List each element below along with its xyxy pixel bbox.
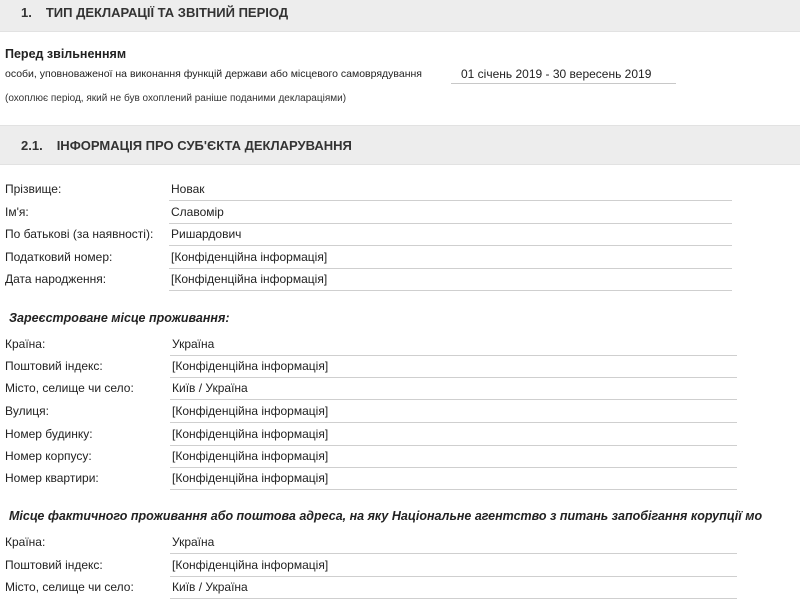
section-2-1-title: ІНФОРМАЦІЯ ПРО СУБ'ЄКТА ДЕКЛАРУВАННЯ xyxy=(56,137,352,153)
section-2-1-number: 2.1. xyxy=(21,137,43,153)
reg-country-label: Країна: xyxy=(5,337,46,351)
tax-number-value: [Конфіденційна інформація] xyxy=(169,247,732,269)
reg-house-value: [Конфіденційна інформація] xyxy=(170,424,737,446)
period-note: (охоплює період, який не був охоплений раніше поданими деклараціями) xyxy=(5,93,347,104)
act-zip-value: [Конфіденційна інформація] xyxy=(170,555,737,577)
reg-apartment-label: Номер квартири: xyxy=(5,471,99,485)
reg-building-value: [Конфіденційна інформація] xyxy=(170,446,737,468)
surname-value: Новак xyxy=(169,179,732,201)
reg-apartment-value: [Конфіденційна інформація] xyxy=(170,468,737,490)
surname-label: Прізвище: xyxy=(5,182,62,196)
declaration-subject-text: особи, уповноваженої на виконання функцій держави або місцевого самоврядування xyxy=(5,68,422,80)
act-country-label: Країна: xyxy=(5,535,46,549)
section-1-header xyxy=(0,0,800,32)
section-1-title: ТИП ДЕКЛАРАЦІЇ ТА ЗВІТНИЙ ПЕРІОД xyxy=(45,4,289,20)
reg-building-label: Номер корпусу: xyxy=(5,449,92,463)
registered-residence-heading: Зареєстроване місце проживання: xyxy=(9,311,230,325)
patronymic-label: По батькові (за наявності): xyxy=(5,227,154,241)
reg-city-label: Місто, селище чи село: xyxy=(5,381,134,395)
section-1-number: 1. xyxy=(21,4,32,20)
name-value: Славомір xyxy=(169,202,732,224)
act-city-label: Місто, селище чи село: xyxy=(5,580,134,594)
reg-zip-label: Поштовий індекс: xyxy=(5,359,103,373)
reporting-period: 01 січень 2019 - 30 вересень 2019 xyxy=(451,66,676,84)
act-city-value: Київ / Україна xyxy=(170,577,737,599)
act-zip-label: Поштовий індекс: xyxy=(5,558,103,572)
patronymic-value: Ришардович xyxy=(169,224,732,246)
act-country-value: Україна xyxy=(170,532,737,554)
reg-house-label: Номер будинку: xyxy=(5,427,93,441)
reg-country-value: Україна xyxy=(170,334,737,356)
reg-city-value: Київ / Україна xyxy=(170,378,737,400)
tax-number-label: Податковий номер: xyxy=(5,250,113,264)
actual-residence-heading: Місце фактичного проживання або поштова адреса, на яку Національне агентство з питань запобігання корупції мо xyxy=(9,509,763,523)
birth-date-value: [Конфіденційна інформація] xyxy=(169,269,732,291)
declaration-type: Перед звільненням xyxy=(5,47,127,61)
birth-date-label: Дата народження: xyxy=(5,272,107,286)
reg-zip-value: [Конфіденційна інформація] xyxy=(170,356,737,378)
section-2-1-header xyxy=(0,125,800,165)
reg-street-value: [Конфіденційна інформація] xyxy=(170,401,737,423)
reg-street-label: Вулиця: xyxy=(5,404,50,418)
name-label: Ім'я: xyxy=(5,205,29,219)
